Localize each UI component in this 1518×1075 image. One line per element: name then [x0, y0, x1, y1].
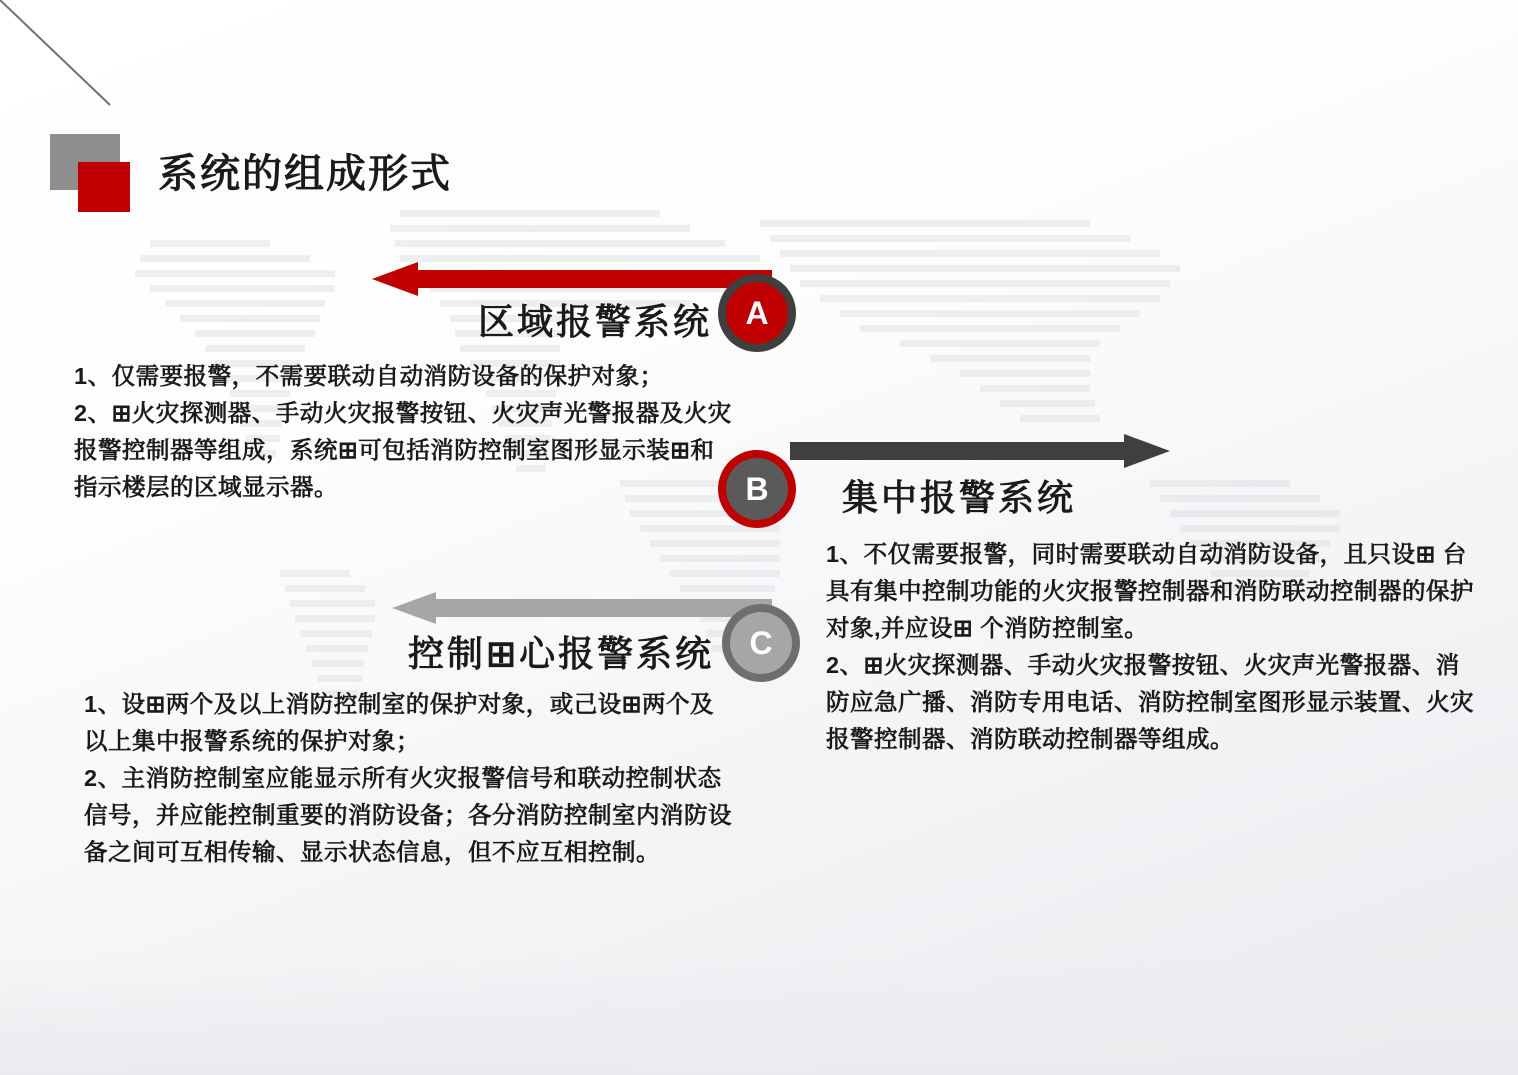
- corner-decoration: [0, 0, 130, 130]
- section-b-line-2: 2、⊞火灾探测器、手动火灾报警按钮、火灾声光警报器、消防应急广播、消防专用电话、消防控制室图形显示装置、火灾报警控制器、消防联动控制器等组成。: [826, 652, 1474, 752]
- section-c-badge: C: [730, 612, 792, 674]
- bottom-gradient: [0, 955, 1518, 1075]
- section-b-label: 集中报警系统: [842, 477, 1077, 518]
- section-c-line-2: 2、主消防控制室应能显示所有火灾报警信号和联动控制状态信号，并应能控制重要的消防设备；各分消防控制室内消防设备之间可互相传输、显示状态信息，但不应互相控制。: [84, 765, 732, 865]
- page-title: 系统的组成形式: [158, 152, 452, 196]
- section-b-body: [826, 536, 1476, 758]
- section-b-badge: B: [726, 458, 788, 520]
- section-a-line-1: 1、仅需要报警，不需要联动自动消防设备的保护对象；: [74, 363, 664, 389]
- section-a-label: 区域报警系统: [478, 301, 713, 342]
- arrow-left-red: [372, 262, 772, 296]
- title-red-square: [78, 162, 130, 212]
- arrow-left-grey: [392, 592, 772, 624]
- section-c-label: 控制⊞心报警系统: [408, 633, 715, 674]
- section-a-body: [74, 358, 734, 506]
- section-a-line-2: 2、⊞火灾探测器、手动火灾报警按钮、火灾声光警报器及火灾报警控制器等组成，系统⊞可包括消防控制室图形显示装⊞和指示楼层的区域显示器。: [74, 400, 732, 500]
- arrow-right-dark: [790, 434, 1170, 468]
- section-c-line-1: 1、设⊞两个及以上消防控制室的保护对象，或己设⊞两个及以上集中报警系统的保护对象；: [84, 691, 714, 754]
- section-b-line-1: 1、不仅需要报警，同时需要联动自动消防设备，且只设⊞ 台具有集中控制功能的火灾报警控制器和消防联动控制器的保护对象,并应设⊞ 个消防控制室。: [826, 541, 1474, 641]
- section-c-body: [84, 686, 734, 871]
- section-a-badge: A: [726, 282, 788, 344]
